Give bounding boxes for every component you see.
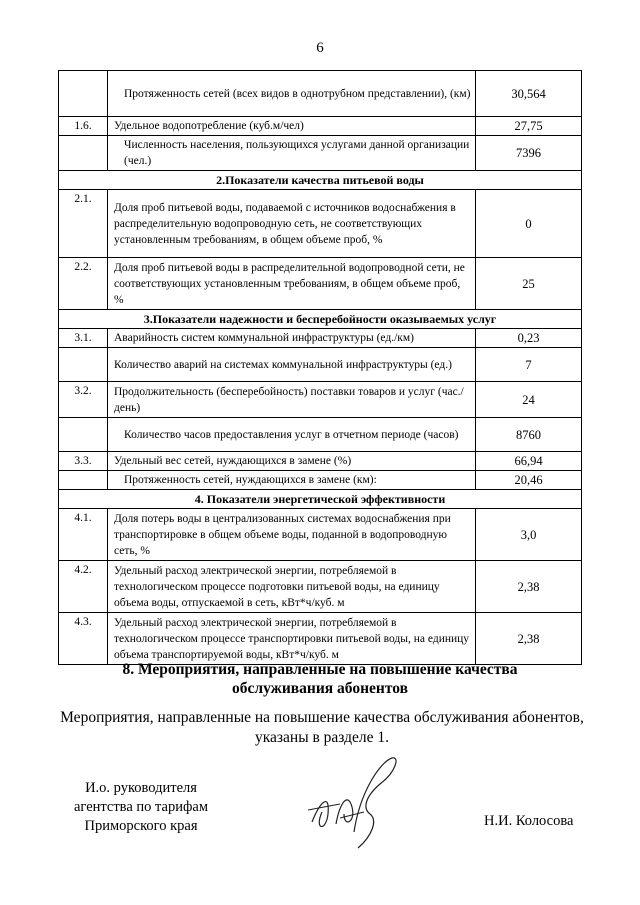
row-number: 4.3. [59, 613, 108, 665]
indicator-description: Удельное водопотребление (куб.м/чел) [108, 117, 476, 136]
indicator-description: Доля проб питьевой воды, подаваемой с источников водоснабжения в распределительную водопроводную сеть, не соответствующих установленным требованиям, в общем объеме проб, % [108, 190, 476, 258]
row-number [59, 136, 108, 171]
table-row [59, 452, 582, 471]
section-8-title [0, 660, 640, 698]
table-row [59, 509, 582, 561]
indicator-value: 0,23 [476, 329, 582, 348]
row-number: 3.1. [59, 329, 108, 348]
indicator-value: 7396 [476, 136, 582, 171]
table-row [59, 613, 582, 665]
indicator-value: 7 [476, 348, 582, 382]
indicator-description: Продолжительность (бесперебойность) поставки товаров и услуг (час./день) [108, 382, 476, 418]
section-8-title-line2: обслуживания абонентов [232, 680, 408, 697]
section-8-title-line1: 8. Мероприятия, направленные на повышение качества [122, 661, 518, 678]
section-header-row [59, 171, 582, 190]
signatory-name: Н.И. Колосова [484, 813, 574, 829]
indicator-description: Удельный расход электрической энергии, потребляемой в технологическом процессе транспортировки питьевой воды, на единицу объема транспортируемой воды, кВт*ч/куб. м [108, 613, 476, 665]
row-number: 2.1. [59, 190, 108, 258]
indicator-value: 24 [476, 382, 582, 418]
table-row [59, 329, 582, 348]
signatory-position [74, 779, 208, 836]
table-row [59, 117, 582, 136]
row-number: 4.1. [59, 509, 108, 561]
signatory-line2: агентства по тарифам [74, 799, 208, 815]
section-header: 2.Показатели качества питьевой воды [59, 171, 582, 190]
table-row [59, 561, 582, 613]
row-number: 3.3. [59, 452, 108, 471]
indicator-description: Доля потерь воды в централизованных системах водоснабжения при транспортировке в общем объеме воды, поданной в водопроводную сеть, % [108, 509, 476, 561]
row-number: 4.2. [59, 561, 108, 613]
section-8-body-line2: указаны в разделе 1. [254, 729, 390, 746]
row-number: 2.2. [59, 258, 108, 310]
signatory-line3: Приморского края [84, 818, 198, 834]
handwritten-signature [300, 752, 410, 862]
table-row [59, 258, 582, 310]
table-row [59, 348, 582, 382]
indicator-value: 0 [476, 190, 582, 258]
indicator-description: Доля проб питьевой воды в распределительной водопроводной сети, не соответствующих установленным требованиям, в общем объеме проб, % [108, 258, 476, 310]
indicator-description: Численность населения, пользующихся услугами данной организации (чел.) [108, 136, 476, 171]
row-number [59, 348, 108, 382]
section-header-row [59, 490, 582, 509]
section-header: 4. Показатели энергетической эффективности [59, 490, 582, 509]
table-row [59, 471, 582, 490]
table-row [59, 136, 582, 171]
indicator-value: 66,94 [476, 452, 582, 471]
table-row [59, 190, 582, 258]
section-header-row [59, 310, 582, 329]
signatory-line1: И.о. руководителя [85, 780, 197, 796]
row-number: 3.2. [59, 382, 108, 418]
section-8-body-line1: Мероприятия, направленные на повышение качества обслуживания абонентов, [60, 709, 584, 726]
indicator-description: Количество часов предоставления услуг в отчетном периоде (часов) [108, 418, 476, 452]
indicator-description: Удельный расход электрической энергии, потребляемой в технологическом процессе подготовки питьевой воды, на единицу объема воды, отпускаемой в сеть, кВт*ч/куб. м [108, 561, 476, 613]
indicator-description: Протяженность сетей (всех видов в однотрубном представлении), (км) [108, 71, 476, 117]
indicator-description: Количество аварий на системах коммунальной инфраструктуры (ед.) [108, 348, 476, 382]
table-row [59, 382, 582, 418]
indicator-value: 8760 [476, 418, 582, 452]
section-header: 3.Показатели надежности и бесперебойности оказываемых услуг [59, 310, 582, 329]
indicators-table [58, 70, 582, 665]
indicator-description: Удельный вес сетей, нуждающихся в замене (%) [108, 452, 476, 471]
table-row [59, 418, 582, 452]
indicators-table-body [59, 71, 582, 665]
indicator-description: Протяженность сетей, нуждающихся в замене (км): [108, 471, 476, 490]
page-number: 6 [316, 40, 324, 56]
row-number: 1.6. [59, 117, 108, 136]
indicator-value: 25 [476, 258, 582, 310]
indicator-value: 3,0 [476, 509, 582, 561]
row-number [59, 71, 108, 117]
indicator-description: Аварийность систем коммунальной инфраструктуры (ед./км) [108, 329, 476, 348]
indicator-value: 2,38 [476, 613, 582, 665]
indicator-value: 20,46 [476, 471, 582, 490]
indicator-value: 27,75 [476, 117, 582, 136]
row-number [59, 418, 108, 452]
table-row [59, 71, 582, 117]
row-number [59, 471, 108, 490]
indicator-value: 2,38 [476, 561, 582, 613]
indicator-value: 30,564 [476, 71, 582, 117]
section-8-body [60, 708, 584, 748]
